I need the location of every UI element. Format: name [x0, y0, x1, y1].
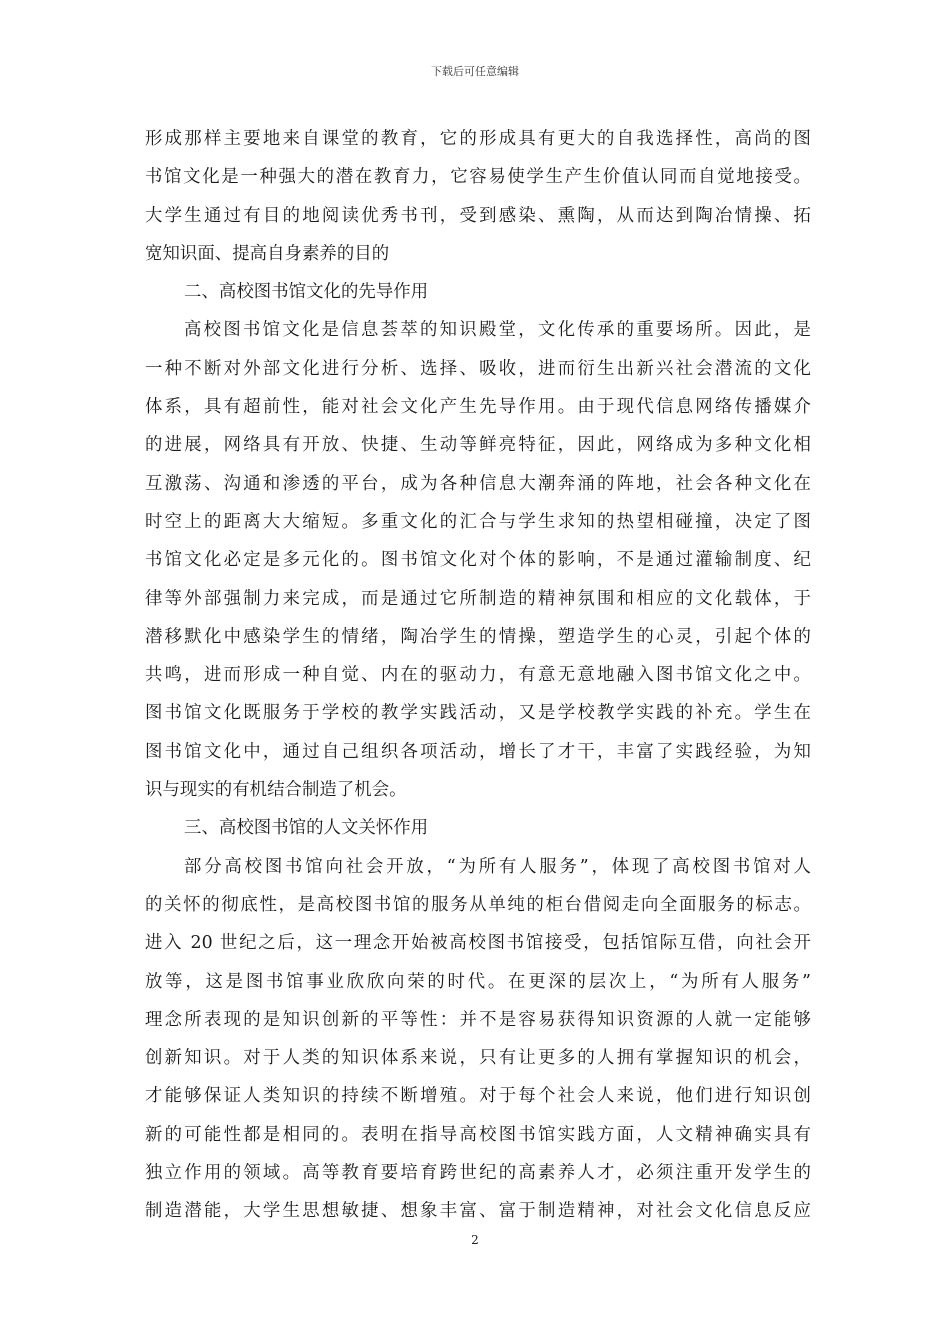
body-line: 律等外部强制力来完成，而是通过它所制造的精神氛围和相应的文化载体，于 — [145, 588, 811, 609]
body-line: 互激荡、沟通和渗透的平台，成为各种信息大潮奔涌的阵地，社会各种文化在 — [145, 473, 811, 494]
body-line: 形成那样主要地来自课堂的教育，它的形成具有更大的自我选择性，高尚的图 — [145, 129, 811, 149]
body-line: 大学生通过有目的地阅读优秀书刊，受到感染、熏陶，从而达到陶冶情操、拓 — [145, 205, 811, 226]
page-number: 2 — [471, 1233, 479, 1247]
body-line: 潜移默化中感染学生的情绪，陶冶学生的情操，塑造学生的心灵，引起个体的 — [145, 626, 811, 647]
section-heading: 二、高校图书馆文化的先导作用 — [184, 282, 429, 303]
body-line: 理念所表现的是知识创新的平等性：并不是容易获得知识资源的人就一定能够 — [145, 1009, 811, 1030]
body-line: 新的可能性都是相同的。表明在指导高校图书馆实践方面，人文精神确实具有 — [145, 1124, 811, 1145]
body-line: 的关怀的彻底性，是高校图书馆的服务从单纯的柜台借阅走向全面服务的标志。 — [145, 894, 811, 915]
body-line: 进入 20 世纪之后，这一理念开始被高校图书馆接受，包括馆际互借，向社会开 — [145, 933, 811, 954]
body-line: 才能够保证人类知识的持续不断增殖。对于每个社会人来说，他们进行知识创 — [145, 1086, 811, 1107]
body-line: 宽知识面、提高自身素养的目的 — [145, 243, 390, 264]
body-line: 独立作用的领域。高等教育要培育跨世纪的高素养人才，必须注重开发学生的 — [145, 1163, 811, 1184]
section-heading: 三、高校图书馆的人文关怀作用 — [184, 818, 429, 839]
body-line: 放等，这是图书馆事业欣欣向荣的时代。在更深的层次上，“为所有人服务” — [145, 971, 811, 992]
body-line: 创新知识。对于人类的知识体系来说，只有让更多的人拥有掌握知识的机会， — [145, 1048, 811, 1069]
body-line: 高校图书馆文化是信息荟萃的知识殿堂，文化传承的重要场所。因此，是 — [184, 320, 811, 341]
body-line: 体系，具有超前性，能对社会文化产生先导作用。由于现代信息网络传播媒介 — [145, 397, 811, 418]
body-line: 书馆文化是一种强大的潜在教育力，它容易使学生产生价值认同而自觉地接受。 — [145, 167, 811, 188]
body-line: 共鸣，进而形成一种自觉、内在的驱动力，有意无意地融入图书馆文化之中。 — [145, 665, 811, 686]
body-line: 的进展，网络具有开放、快捷、生动等鲜亮特征，因此，网络成为多种文化相 — [145, 435, 811, 456]
body-line: 图书馆文化中，通过自己组织各项活动，增长了才干，丰富了实践经验，为知 — [145, 741, 811, 762]
body-line: 书馆文化必定是多元化的。图书馆文化对个体的影响，不是通过灌输制度、纪 — [145, 550, 811, 571]
body-line: 图书馆文化既服务于学校的教学实践活动，又是学校教学实践的补充。学生在 — [145, 703, 811, 724]
document-body — [145, 120, 811, 1231]
page-header: 下载后可任意编辑 — [431, 65, 519, 78]
body-line: 时空上的距离大大缩短。多重文化的汇合与学生求知的热望相碰撞，决定了图 — [145, 511, 811, 532]
body-line: 一种不断对外部文化进行分析、选择、吸收，进而衍生出新兴社会潜流的文化 — [145, 358, 811, 379]
body-line: 部分高校图书馆向社会开放，“为所有人服务”，体现了高校图书馆对人 — [184, 856, 811, 877]
body-line: 制造潜能，大学生思想敏捷、想象丰富、富于制造精神，对社会文化信息反应 — [145, 1201, 811, 1222]
body-line: 识与现实的有机结合制造了机会。 — [145, 780, 407, 801]
